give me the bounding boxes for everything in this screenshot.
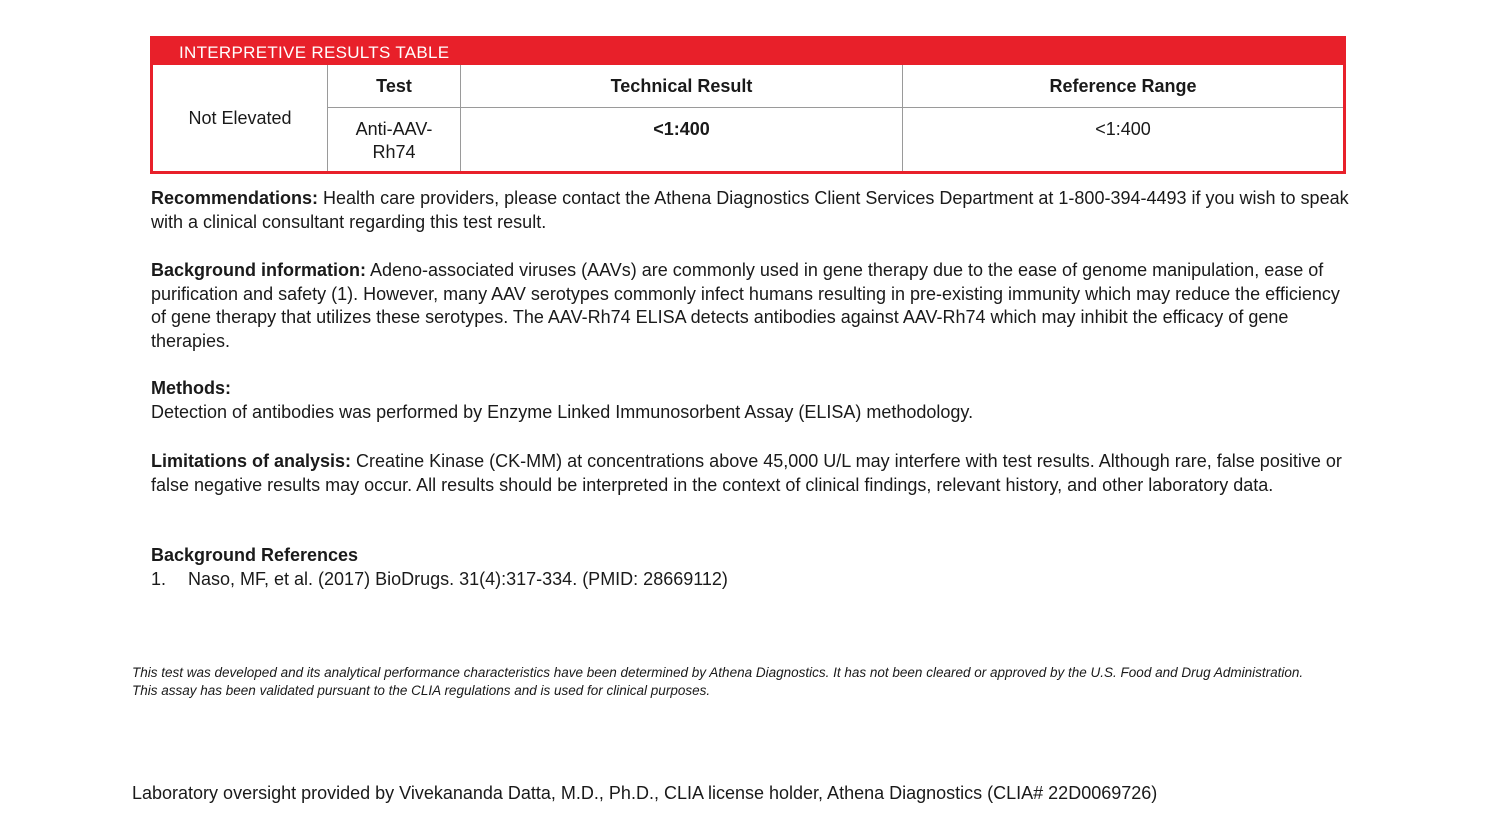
reference-number: 1. <box>151 568 167 589</box>
test-cell <box>328 108 461 171</box>
results-table-banner: INTERPRETIVE RESULTS TABLE <box>153 39 1343 65</box>
fda-disclaimer: This test was developed and its analytical performance characteristics have been determined by Athena Diagnostics. It has not been cleared or approved by the U.S. Food and Drug Administration. This assay has been validated pursuant to the CLIA regulations and is used for clinical purposes. <box>132 665 1304 698</box>
recommendations-text: Health care providers, please contact the Athena Diagnostics Client Services Department at 1-800-394-4493 if you wish to speak with a clinical consultant regarding this test result. <box>151 188 1349 232</box>
results-grid <box>153 65 1343 171</box>
interpretive-results-table <box>150 36 1346 174</box>
technical-result-cell: <1:400 <box>461 108 903 171</box>
methods-label: Methods: <box>151 378 231 398</box>
background-label: Background information: <box>151 260 366 280</box>
background-text: Adeno-associated viruses (AAVs) are commonly used in gene therapy due to the ease of genome manipulation, ease of purification and safety (1). However, many AAV serotypes commonly infect humans resulting in pre-existing immunity which may reduce the efficiency of gene therapy that utilizes these serotypes. The AAV-Rh74 ELISA detects antibodies against AAV-Rh74 which may inhibit the efficacy of gene therapies. <box>151 260 1340 351</box>
interpretation-cell: Not Elevated <box>153 65 328 171</box>
limitations-section <box>151 450 1351 497</box>
test-header: Test <box>328 65 461 108</box>
reference-item <box>151 568 1351 592</box>
test-name: Anti-AAV-Rh74 <box>355 119 433 162</box>
references-label: Background References <box>151 545 359 565</box>
limitations-text: Creatine Kinase (CK-MM) at concentrations above 45,000 U/L may interfere with test results. Although rare, false positive or false negative results may occur. All results should be interpreted in the context of clinical findings, relevant history, and other laboratory data. <box>151 451 1342 495</box>
background-section <box>151 259 1351 353</box>
reference-range-cell: <1:400 <box>1095 119 1151 139</box>
reference-text: Naso, MF, et al. (2017) BioDrugs. 31(4):317-334. (PMID: 28669112) <box>188 568 728 589</box>
references-section <box>151 544 1351 591</box>
recommendations-label: Recommendations: <box>151 188 319 208</box>
recommendations-section <box>151 187 1351 234</box>
technical-result-header: Technical Result <box>461 65 903 108</box>
methods-section <box>151 377 1351 424</box>
methods-text: Detection of antibodies was performed by Enzyme Linked Immunosorbent Assay (ELISA) methodology. <box>151 401 974 422</box>
laboratory-oversight: Laboratory oversight provided by Vivekananda Datta, M.D., Ph.D., CLIA license holder, Athena Diagnostics (CLIA# 22D0069726) <box>132 783 1158 803</box>
reference-range-header: Reference Range <box>903 65 1343 108</box>
limitations-label: Limitations of analysis: <box>151 451 352 471</box>
